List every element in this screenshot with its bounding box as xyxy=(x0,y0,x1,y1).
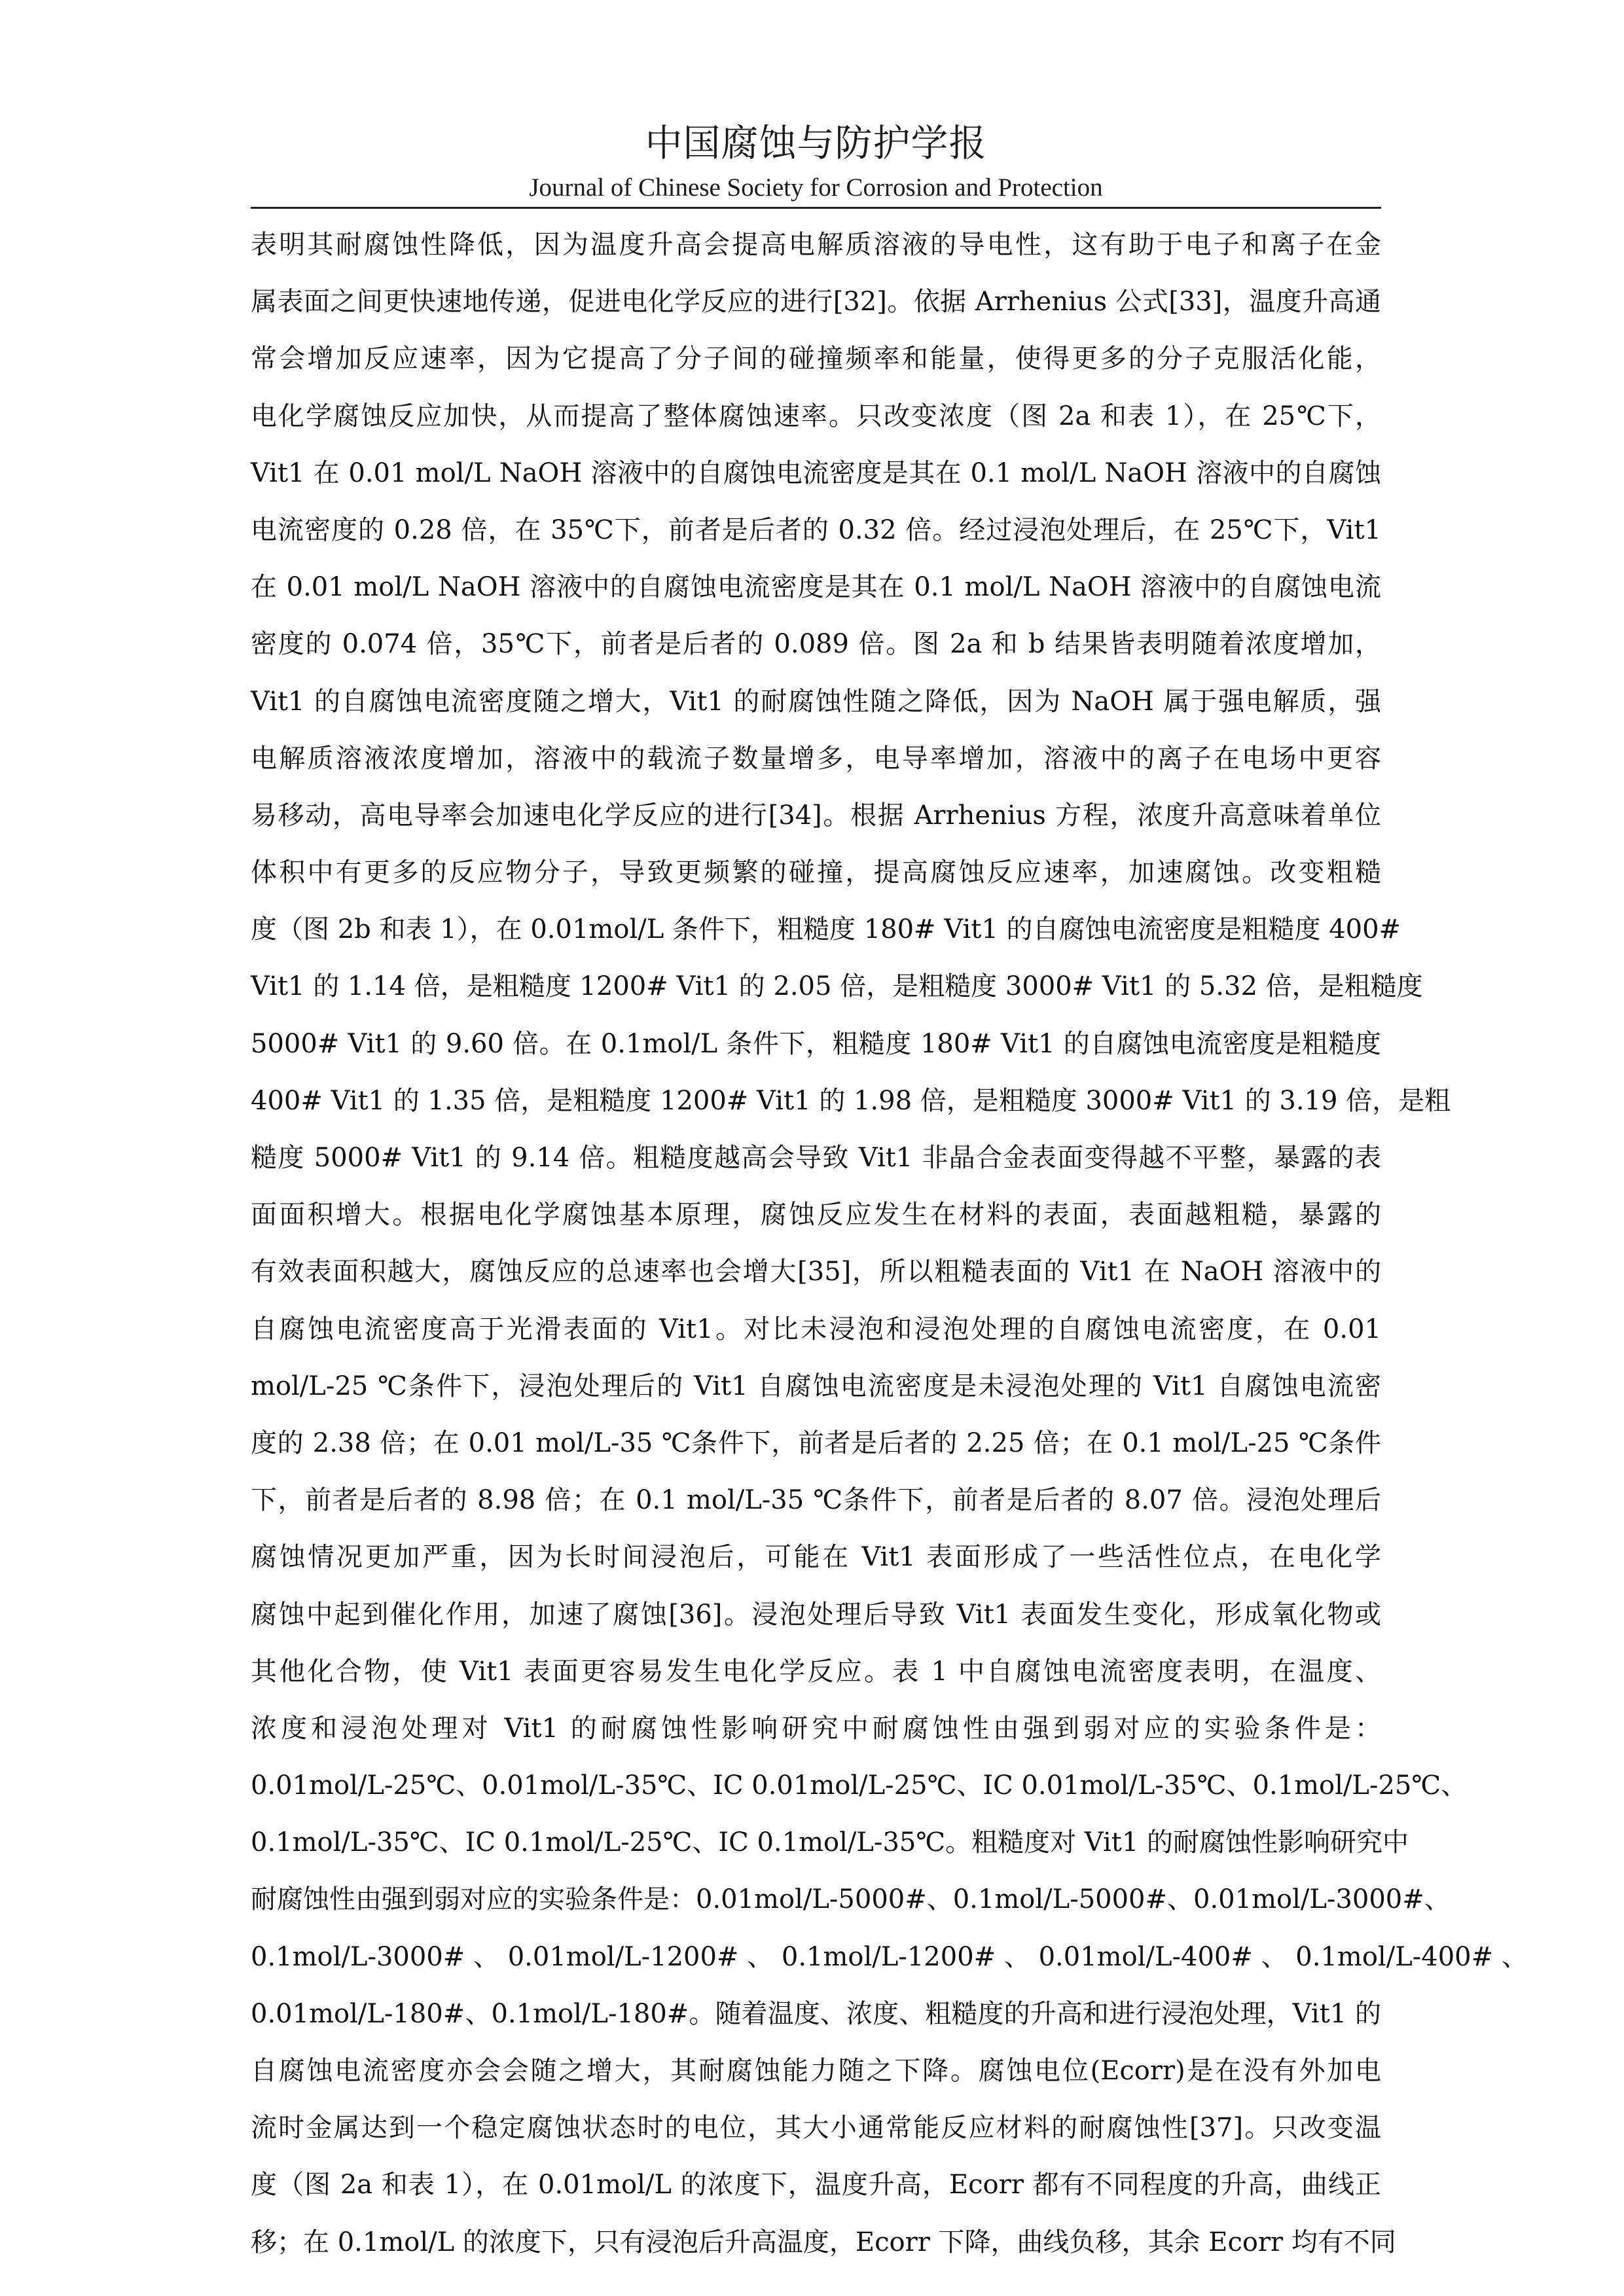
text-line: 0.1mol/L-35℃、IC 0.1mol/L-25℃、IC 0.1mol/L-35℃。粗糙度对 Vit1 的耐腐蚀性影响研究中 xyxy=(251,1827,1409,1858)
text-line: 度（图 2a 和表 1），在 0.01mol/L 的浓度下，温度升高，Ecorr 都有不同程度的升高，曲线正 xyxy=(251,2170,1381,2200)
text-line: 腐蚀中起到催化作用，加速了腐蚀[36]。浸泡处理后导致 Vit1 表面发生变化，形成氧化物或 xyxy=(251,1599,1381,1630)
text-line: 在 0.01 mol/L NaOH 溶液中的自腐蚀电流密度是其在 0.1 mol/L NaOH 溶液中的自腐蚀电流 xyxy=(251,572,1381,603)
text-line: 5000# Vit1 的 9.60 倍。在 0.1mol/L 条件下，粗糙度 180# Vit1 的自腐蚀电流密度是粗糙度 xyxy=(251,1028,1381,1059)
text-line: 电流密度的 0.28 倍，在 35℃下，前者是后者的 0.32 倍。经过浸泡处理后，在 25℃下，Vit1 xyxy=(251,514,1381,545)
text-line: 密度的 0.074 倍，35℃下，前者是后者的 0.089 倍。图 2a 和 b 结果皆表明随着浓度增加， xyxy=(251,629,1381,660)
text-line: 自腐蚀电流密度亦会会随之增大，其耐腐蚀能力随之下降。腐蚀电位(Ecorr)是在没有外加电 xyxy=(251,2056,1381,2086)
journal-title-chinese: 中国腐蚀与防护学报 xyxy=(645,122,987,165)
text-line: 400# Vit1 的 1.35 倍，是粗糙度 1200# Vit1 的 1.98 倍，是粗糙度 3000# Vit1 的 3.19 倍，是粗 xyxy=(251,1085,1451,1116)
text-line: 表明其耐腐蚀性降低，因为温度升高会提高电解质溶液的导电性，这有助于电子和离子在金 xyxy=(251,230,1381,260)
text-line: 腐蚀情况更加严重，因为长时间浸泡后，可能在 Vit1 表面形成了一些活性位点，在电化学 xyxy=(251,1542,1381,1573)
text-line: mol/L-25 ℃条件下，浸泡处理后的 Vit1 自腐蚀电流密度是未浸泡处理的 Vit1 自腐蚀电流密 xyxy=(251,1371,1381,1401)
text-line: 0.01mol/L-180#、0.1mol/L-180#。随着温度、浓度、粗糙度的升高和进行浸泡处理，Vit1 的 xyxy=(251,1998,1381,2029)
text-line: 度（图 2b 和表 1），在 0.01mol/L 条件下，粗糙度 180# Vit1 的自腐蚀电流密度是粗糙度 400# xyxy=(251,914,1401,945)
text-line: 自腐蚀电流密度高于光滑表面的 Vit1。对比未浸泡和浸泡处理的自腐蚀电流密度，在 0.01 xyxy=(251,1314,1381,1344)
text-line: 常会增加反应速率，因为它提高了分子间的碰撞频率和能量，使得更多的分子克服活化能， xyxy=(251,344,1381,374)
body-paragraph xyxy=(251,217,1528,2271)
text-line: 耐腐蚀性由强到弱对应的实验条件是：0.01mol/L-5000#、0.1mol/L-5000#、0.01mol/L-3000#、 xyxy=(251,1884,1451,1915)
text-line: Vit1 的 1.14 倍，是粗糙度 1200# Vit1 的 2.05 倍，是粗糙度 3000# Vit1 的 5.32 倍，是粗糙度 xyxy=(251,971,1423,1002)
text-line: 度的 2.38 倍；在 0.01 mol/L-35 ℃条件下，前者是后者的 2.25 倍；在 0.1 mol/L-25 ℃条件 xyxy=(251,1427,1381,1458)
text-line: Vit1 在 0.01 mol/L NaOH 溶液中的自腐蚀电流密度是其在 0.1 mol/L NaOH 溶液中的自腐蚀 xyxy=(251,457,1381,488)
text-line: 0.1mol/L-3000# 、 0.01mol/L-1200# 、 0.1mol/L-1200# 、 0.01mol/L-400# 、 0.1mol/L-400# 、 xyxy=(251,1941,1528,1972)
text-line: 属表面之间更快速地传递，促进电化学反应的进行[32]。依据 Arrhenius 公式[33]，温度升高通 xyxy=(251,287,1381,317)
text-line: Vit1 的自腐蚀电流密度随之增大，Vit1 的耐腐蚀性随之降低，因为 NaOH 属于强电解质，强 xyxy=(251,686,1381,717)
text-line: 糙度 5000# Vit1 的 9.14 倍。粗糙度越高会导致 Vit1 非晶合金表面变得越不平整，暴露的表 xyxy=(251,1143,1381,1173)
text-line: 有效表面积越大，腐蚀反应的总速率也会增大[35]，所以粗糙表面的 Vit1 在 NaOH 溶液中的 xyxy=(251,1257,1381,1287)
header-divider xyxy=(251,207,1381,209)
text-line: 体积中有更多的反应物分子，导致更频繁的碰撞，提高腐蚀反应速率，加速腐蚀。改变粗糙 xyxy=(251,857,1381,888)
text-line: 下，前者是后者的 8.98 倍；在 0.1 mol/L-35 ℃条件下，前者是后者的 8.07 倍。浸泡处理后 xyxy=(251,1485,1381,1516)
journal-title-english: Journal of Chinese Society for Corrosion and Protection xyxy=(529,173,1103,202)
text-line: 其他化合物，使 Vit1 表面更容易发生电化学反应。表 1 中自腐蚀电流密度表明，在温度、 xyxy=(251,1656,1381,1687)
text-line: 浓度和浸泡处理对 Vit1 的耐腐蚀性影响研究中耐腐蚀性由强到弱对应的实验条件是： xyxy=(251,1713,1381,1744)
journal-header xyxy=(251,115,1381,204)
text-line: 移；在 0.1mol/L 的浓度下，只有浸泡后升高温度，Ecorr 下降，曲线负移，其余 Ecorr 均有不同 xyxy=(251,2227,1396,2257)
text-line: 面面积增大。根据电化学腐蚀基本原理，腐蚀反应发生在材料的表面，表面越粗糙，暴露的 xyxy=(251,1200,1381,1230)
text-line: 易移动，高电导率会加速电化学反应的进行[34]。根据 Arrhenius 方程，浓度升高意味着单位 xyxy=(251,800,1381,831)
text-line: 0.01mol/L-25℃、0.01mol/L-35℃、IC 0.01mol/L-25℃、IC 0.01mol/L-35℃、0.1mol/L-25℃、 xyxy=(251,1770,1468,1801)
text-line: 流时金属达到一个稳定腐蚀状态时的电位，其大小通常能反应材料的耐腐蚀性[37]。只改变温 xyxy=(251,2113,1381,2144)
text-line: 电化学腐蚀反应加快，从而提高了整体腐蚀速率。只改变浓度（图 2a 和表 1），在 25℃下， xyxy=(251,401,1381,431)
text-line: 电解质溶液浓度增加，溶液中的载流子数量增多，电导率增加，溶液中的离子在电场中更容 xyxy=(251,743,1381,774)
